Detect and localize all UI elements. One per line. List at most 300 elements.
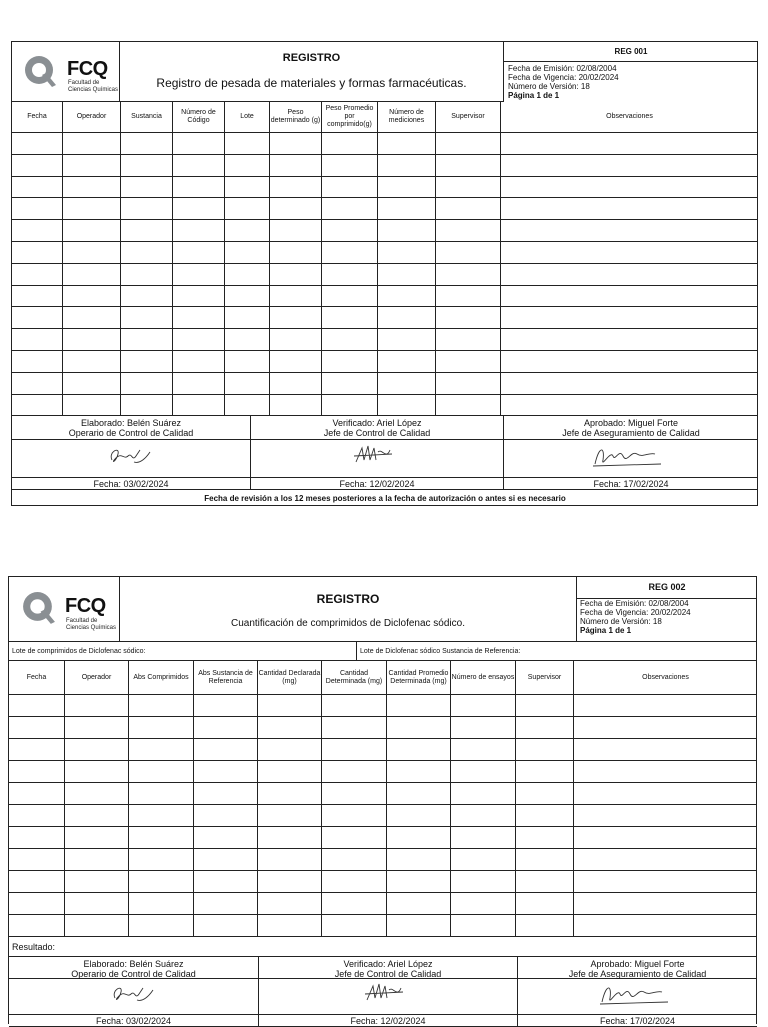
table-cell[interactable] — [436, 177, 501, 199]
table-cell[interactable] — [121, 286, 173, 308]
table-cell[interactable] — [63, 307, 121, 329]
table-cell[interactable] — [9, 695, 65, 717]
lot-field[interactable]: Lote de comprimidos de Diclofenac sódico: — [9, 642, 357, 661]
table-cell[interactable] — [378, 177, 436, 199]
table-cell[interactable] — [194, 849, 258, 871]
table-cell[interactable] — [194, 915, 258, 937]
table-cell[interactable] — [129, 783, 194, 805]
table-cell[interactable] — [516, 761, 574, 783]
table-cell[interactable] — [9, 739, 65, 761]
table-cell[interactable] — [322, 264, 378, 286]
table-cell[interactable] — [501, 329, 758, 351]
table-cell[interactable] — [270, 395, 322, 417]
table-cell[interactable] — [65, 849, 129, 871]
table-cell[interactable] — [173, 351, 225, 373]
table-cell[interactable] — [378, 373, 436, 395]
table-cell[interactable] — [65, 695, 129, 717]
table-cell[interactable] — [225, 155, 270, 177]
table-cell[interactable] — [258, 849, 322, 871]
table-cell[interactable] — [574, 849, 757, 871]
table-cell[interactable] — [322, 133, 378, 155]
table-cell[interactable] — [194, 761, 258, 783]
table-cell[interactable] — [173, 198, 225, 220]
column-header: Observaciones — [501, 102, 758, 133]
table-cell[interactable] — [574, 893, 757, 915]
table-cell[interactable] — [194, 739, 258, 761]
table-cell[interactable] — [194, 827, 258, 849]
signature-role-cell — [251, 416, 504, 440]
table-cell[interactable] — [322, 242, 378, 264]
table-cell[interactable] — [436, 373, 501, 395]
table-cell[interactable] — [436, 155, 501, 177]
table-cell[interactable] — [12, 351, 63, 373]
column-header: Fecha — [12, 102, 63, 133]
table-cell[interactable] — [194, 893, 258, 915]
logo-brand: FCQ — [65, 595, 106, 617]
table-cell[interactable] — [12, 329, 63, 351]
table-cell[interactable] — [574, 805, 757, 827]
table-cell[interactable] — [225, 351, 270, 373]
table-cell[interactable] — [574, 783, 757, 805]
table-cell[interactable] — [451, 849, 516, 871]
table-cell[interactable] — [574, 695, 757, 717]
table-cell[interactable] — [173, 307, 225, 329]
table-cell[interactable] — [436, 220, 501, 242]
table-cell[interactable] — [63, 133, 121, 155]
table-cell[interactable] — [436, 395, 501, 417]
title-cell — [120, 577, 577, 642]
form-reg-002 — [8, 576, 757, 1024]
table-cell[interactable] — [121, 133, 173, 155]
table-cell[interactable] — [501, 373, 758, 395]
table-cell[interactable] — [322, 783, 387, 805]
table-cell[interactable] — [451, 827, 516, 849]
table-cell[interactable] — [63, 177, 121, 199]
table-cell[interactable] — [378, 155, 436, 177]
table-cell[interactable] — [225, 242, 270, 264]
table-cell[interactable] — [225, 220, 270, 242]
table-cell[interactable] — [322, 871, 387, 893]
table-cell[interactable] — [322, 695, 387, 717]
column-header: Número de ensayos — [451, 661, 516, 695]
table-cell[interactable] — [65, 739, 129, 761]
table-cell[interactable] — [501, 351, 758, 373]
table-cell[interactable] — [516, 805, 574, 827]
form-heading: REGISTRO — [316, 592, 380, 606]
table-cell[interactable] — [451, 915, 516, 937]
table-cell[interactable] — [65, 871, 129, 893]
table-cell[interactable] — [121, 307, 173, 329]
table-cell[interactable] — [129, 695, 194, 717]
table-cell[interactable] — [322, 915, 387, 937]
table-cell[interactable] — [436, 286, 501, 308]
column-header: Cantidad Declarada (mg) — [258, 661, 322, 695]
signature-role-cell — [12, 416, 251, 440]
logo-cell — [9, 577, 120, 642]
table-cell[interactable] — [12, 198, 63, 220]
table-cell[interactable] — [451, 783, 516, 805]
table-cell[interactable] — [63, 395, 121, 417]
table-cell[interactable] — [378, 133, 436, 155]
table-cell[interactable] — [65, 893, 129, 915]
column-header: Supervisor — [436, 102, 501, 133]
table-cell[interactable] — [121, 373, 173, 395]
column-header: Peso Promedio por comprimido(g) — [322, 102, 378, 133]
table-cell[interactable] — [322, 739, 387, 761]
table-cell[interactable] — [65, 805, 129, 827]
table-cell[interactable] — [378, 264, 436, 286]
table-cell[interactable] — [270, 307, 322, 329]
table-cell[interactable] — [436, 198, 501, 220]
column-header: Cantidad Determinada (mg) — [322, 661, 387, 695]
table-cell[interactable] — [129, 761, 194, 783]
table-cell[interactable] — [173, 220, 225, 242]
table-cell[interactable] — [173, 155, 225, 177]
table-cell[interactable] — [574, 761, 757, 783]
table-cell[interactable] — [322, 198, 378, 220]
table-cell[interactable] — [173, 329, 225, 351]
table-cell[interactable] — [63, 351, 121, 373]
table-cell[interactable] — [516, 717, 574, 739]
table-cell[interactable] — [225, 286, 270, 308]
signer-position: Jefe de Control de Calidad — [334, 969, 442, 979]
table-cell[interactable] — [129, 871, 194, 893]
table-cell[interactable] — [322, 827, 387, 849]
table-cell[interactable] — [501, 155, 758, 177]
table-cell[interactable] — [258, 827, 322, 849]
table-cell[interactable] — [270, 198, 322, 220]
weighing-table — [12, 102, 758, 416]
table-cell[interactable] — [574, 739, 757, 761]
table-cell[interactable] — [378, 198, 436, 220]
table-cell[interactable] — [121, 264, 173, 286]
table-cell[interactable] — [121, 351, 173, 373]
column-header: Fecha — [9, 661, 65, 695]
table-cell[interactable] — [322, 373, 378, 395]
table-cell[interactable] — [574, 871, 757, 893]
table-cell[interactable] — [121, 242, 173, 264]
table-cell[interactable] — [258, 915, 322, 937]
signer-name: Aprobado: Miguel Forte — [590, 959, 685, 969]
table-cell[interactable] — [258, 717, 322, 739]
table-cell[interactable] — [516, 827, 574, 849]
form-title: Registro de pesada de materiales y formas farmacéuticas. — [156, 76, 467, 90]
table-cell[interactable] — [65, 761, 129, 783]
signer-position: Jefe de Aseguramiento de Calidad — [568, 969, 707, 979]
table-cell[interactable] — [258, 761, 322, 783]
table-cell[interactable] — [516, 915, 574, 937]
table-cell[interactable] — [194, 805, 258, 827]
table-cell[interactable] — [225, 329, 270, 351]
table-cell[interactable] — [387, 805, 451, 827]
table-cell[interactable] — [63, 329, 121, 351]
table-cell[interactable] — [65, 827, 129, 849]
table-cell[interactable] — [387, 783, 451, 805]
signature-role-cell — [504, 416, 758, 440]
table-cell[interactable] — [129, 805, 194, 827]
signature-role-cell — [259, 957, 518, 979]
table-cell[interactable] — [173, 264, 225, 286]
table-cell[interactable] — [322, 351, 378, 373]
table-cell[interactable] — [322, 893, 387, 915]
table-cell[interactable] — [173, 373, 225, 395]
handwritten-signature — [352, 442, 402, 475]
table-cell[interactable] — [173, 395, 225, 417]
table-cell[interactable] — [12, 286, 63, 308]
table-cell[interactable] — [322, 761, 387, 783]
table-cell[interactable] — [270, 133, 322, 155]
table-cell[interactable] — [322, 329, 378, 351]
table-cell[interactable] — [387, 915, 451, 937]
table-cell[interactable] — [129, 849, 194, 871]
table-cell[interactable] — [378, 329, 436, 351]
table-cell[interactable] — [63, 198, 121, 220]
table-cell[interactable] — [451, 739, 516, 761]
table-cell[interactable] — [436, 133, 501, 155]
table-cell[interactable] — [12, 264, 63, 286]
column-header: Abs Sustancia de Referencia — [194, 661, 258, 695]
table-cell[interactable] — [501, 177, 758, 199]
signature-date: Fecha: 03/02/2024 — [12, 478, 251, 490]
meta-lines: Fecha de Emisión: 02/08/2004 Fecha de Vigencia: 20/02/2024 Número de Versión: 18 Página 1 de 1 — [508, 64, 619, 100]
fcq-logo-icon — [22, 54, 58, 90]
table-cell[interactable] — [258, 805, 322, 827]
table-cell[interactable] — [121, 155, 173, 177]
table-cell[interactable] — [322, 717, 387, 739]
signature-date: Fecha: 17/02/2024 — [518, 1015, 757, 1027]
table-cell[interactable] — [501, 264, 758, 286]
table-cell[interactable] — [451, 871, 516, 893]
table-cell[interactable] — [258, 893, 322, 915]
table-cell[interactable] — [516, 871, 574, 893]
table-cell[interactable] — [270, 242, 322, 264]
signature-block — [12, 416, 758, 506]
table-cell[interactable] — [9, 805, 65, 827]
table-cell[interactable] — [194, 695, 258, 717]
table-cell[interactable] — [378, 395, 436, 417]
table-cell[interactable] — [65, 783, 129, 805]
table-cell[interactable] — [225, 373, 270, 395]
table-cell[interactable] — [9, 893, 65, 915]
table-cell[interactable] — [173, 286, 225, 308]
table-cell[interactable] — [9, 717, 65, 739]
table-cell[interactable] — [451, 717, 516, 739]
table-cell[interactable] — [12, 242, 63, 264]
table-cell[interactable] — [436, 351, 501, 373]
table-cell[interactable] — [501, 220, 758, 242]
table-cell[interactable] — [574, 827, 757, 849]
table-cell[interactable] — [387, 849, 451, 871]
table-cell[interactable] — [451, 805, 516, 827]
table-cell[interactable] — [501, 395, 758, 417]
fcq-logo-icon — [20, 590, 57, 627]
table-cell[interactable] — [378, 286, 436, 308]
table-cell[interactable] — [225, 264, 270, 286]
table-cell[interactable] — [12, 373, 63, 395]
table-cell[interactable] — [574, 717, 757, 739]
column-header: Observaciones — [574, 661, 757, 695]
table-cell[interactable] — [194, 783, 258, 805]
table-cell[interactable] — [129, 739, 194, 761]
table-cell[interactable] — [387, 717, 451, 739]
table-cell[interactable] — [516, 739, 574, 761]
table-cell[interactable] — [129, 893, 194, 915]
table-cell[interactable] — [516, 783, 574, 805]
table-cell[interactable] — [225, 133, 270, 155]
table-cell[interactable] — [322, 220, 378, 242]
table-cell[interactable] — [322, 395, 378, 417]
signer-name: Verificado: Ariel López — [332, 418, 422, 428]
table-cell[interactable] — [378, 351, 436, 373]
signature-date: Fecha: 12/02/2024 — [251, 478, 504, 490]
table-cell[interactable] — [12, 220, 63, 242]
table-cell[interactable] — [173, 177, 225, 199]
table-cell[interactable] — [9, 915, 65, 937]
table-cell[interactable] — [9, 761, 65, 783]
table-cell[interactable] — [270, 264, 322, 286]
reference-lot-field[interactable]: Lote de Diclofenac sódico Sustancia de Referencia: — [357, 642, 757, 661]
table-cell[interactable] — [451, 695, 516, 717]
table-cell[interactable] — [322, 286, 378, 308]
table-cell[interactable] — [194, 717, 258, 739]
table-cell[interactable] — [9, 827, 65, 849]
table-cell[interactable] — [516, 849, 574, 871]
table-cell[interactable] — [270, 329, 322, 351]
signer-name: Elaborado: Belén Suárez — [80, 418, 182, 428]
table-cell[interactable] — [258, 871, 322, 893]
table-cell[interactable] — [194, 871, 258, 893]
table-cell[interactable] — [225, 395, 270, 417]
column-header: Número de Código — [173, 102, 225, 133]
form-heading: REGISTRO — [282, 52, 341, 64]
signature-block — [9, 957, 757, 1025]
table-cell[interactable] — [121, 220, 173, 242]
table-cell[interactable] — [65, 717, 129, 739]
signature-image-cell — [9, 979, 259, 1015]
column-header: Sustancia — [121, 102, 173, 133]
column-header: Supervisor — [516, 661, 574, 695]
table-cell[interactable] — [436, 264, 501, 286]
table-cell[interactable] — [436, 242, 501, 264]
table-cell[interactable] — [258, 739, 322, 761]
table-cell[interactable] — [322, 155, 378, 177]
table-cell[interactable] — [63, 373, 121, 395]
table-cell[interactable] — [574, 915, 757, 937]
table-cell[interactable] — [258, 783, 322, 805]
table-cell[interactable] — [12, 155, 63, 177]
table-cell[interactable] — [12, 177, 63, 199]
handwritten-signature — [591, 442, 671, 475]
signer-position: Operario de Control de Calidad — [68, 428, 194, 438]
table-cell[interactable] — [451, 893, 516, 915]
table-cell[interactable] — [322, 849, 387, 871]
form-reg-001 — [11, 41, 758, 506]
table-cell[interactable] — [129, 827, 194, 849]
table-cell[interactable] — [501, 198, 758, 220]
title-cell — [120, 42, 504, 102]
handwritten-signature — [106, 442, 156, 475]
form-title: Cuantificación de comprimidos de Diclofenac sódico. — [230, 618, 465, 629]
table-cell[interactable] — [378, 242, 436, 264]
table-cell[interactable] — [436, 307, 501, 329]
table-cell[interactable] — [173, 133, 225, 155]
table-cell[interactable] — [501, 307, 758, 329]
table-cell[interactable] — [65, 915, 129, 937]
column-header: Lote — [225, 102, 270, 133]
table-cell[interactable] — [121, 329, 173, 351]
table-cell[interactable] — [436, 329, 501, 351]
table-cell[interactable] — [121, 395, 173, 417]
table-cell[interactable] — [9, 849, 65, 871]
table-cell[interactable] — [387, 871, 451, 893]
signer-name: Aprobado: Miguel Forte — [583, 418, 679, 428]
column-header: Cantidad Promedio Determinada (mg) — [387, 661, 451, 695]
table-cell[interactable] — [387, 893, 451, 915]
table-cell[interactable] — [322, 177, 378, 199]
table-cell[interactable] — [378, 307, 436, 329]
table-cell[interactable] — [129, 915, 194, 937]
table-cell[interactable] — [501, 133, 758, 155]
table-cell[interactable] — [378, 220, 436, 242]
table-cell[interactable] — [516, 695, 574, 717]
column-header: Número de mediciones — [378, 102, 436, 133]
table-cell[interactable] — [270, 220, 322, 242]
signature-image-cell — [518, 979, 757, 1015]
table-cell[interactable] — [270, 155, 322, 177]
table-cell[interactable] — [387, 827, 451, 849]
table-cell[interactable] — [121, 177, 173, 199]
table-cell[interactable] — [63, 220, 121, 242]
table-cell[interactable] — [12, 307, 63, 329]
table-cell[interactable] — [270, 351, 322, 373]
table-cell[interactable] — [225, 198, 270, 220]
table-cell[interactable] — [387, 695, 451, 717]
table-cell[interactable] — [63, 155, 121, 177]
table-cell[interactable] — [516, 893, 574, 915]
table-cell[interactable] — [9, 783, 65, 805]
table-cell[interactable] — [9, 871, 65, 893]
table-cell[interactable] — [121, 198, 173, 220]
table-cell[interactable] — [225, 177, 270, 199]
table-cell[interactable] — [270, 286, 322, 308]
table-cell[interactable] — [387, 739, 451, 761]
table-cell[interactable] — [63, 264, 121, 286]
table-cell[interactable] — [501, 242, 758, 264]
table-cell[interactable] — [129, 717, 194, 739]
signature-image-cell — [259, 979, 518, 1015]
table-cell[interactable] — [270, 373, 322, 395]
result-row[interactable]: Resultado: — [9, 939, 757, 957]
table-cell[interactable] — [387, 761, 451, 783]
table-cell[interactable] — [63, 286, 121, 308]
table-cell[interactable] — [322, 307, 378, 329]
table-cell[interactable] — [12, 395, 63, 417]
table-cell[interactable] — [173, 242, 225, 264]
signature-image-cell — [12, 440, 251, 478]
quantification-table — [9, 661, 757, 939]
table-cell[interactable] — [270, 177, 322, 199]
table-cell[interactable] — [225, 307, 270, 329]
logo-subtitle: Facultad de Ciencias Químicas — [66, 618, 117, 631]
table-cell[interactable] — [12, 133, 63, 155]
table-cell[interactable] — [322, 805, 387, 827]
handwritten-signature — [109, 980, 159, 1013]
table-cell[interactable] — [451, 761, 516, 783]
table-cell[interactable] — [63, 242, 121, 264]
signature-role-cell — [9, 957, 259, 979]
table-cell[interactable] — [258, 695, 322, 717]
table-cell[interactable] — [501, 286, 758, 308]
